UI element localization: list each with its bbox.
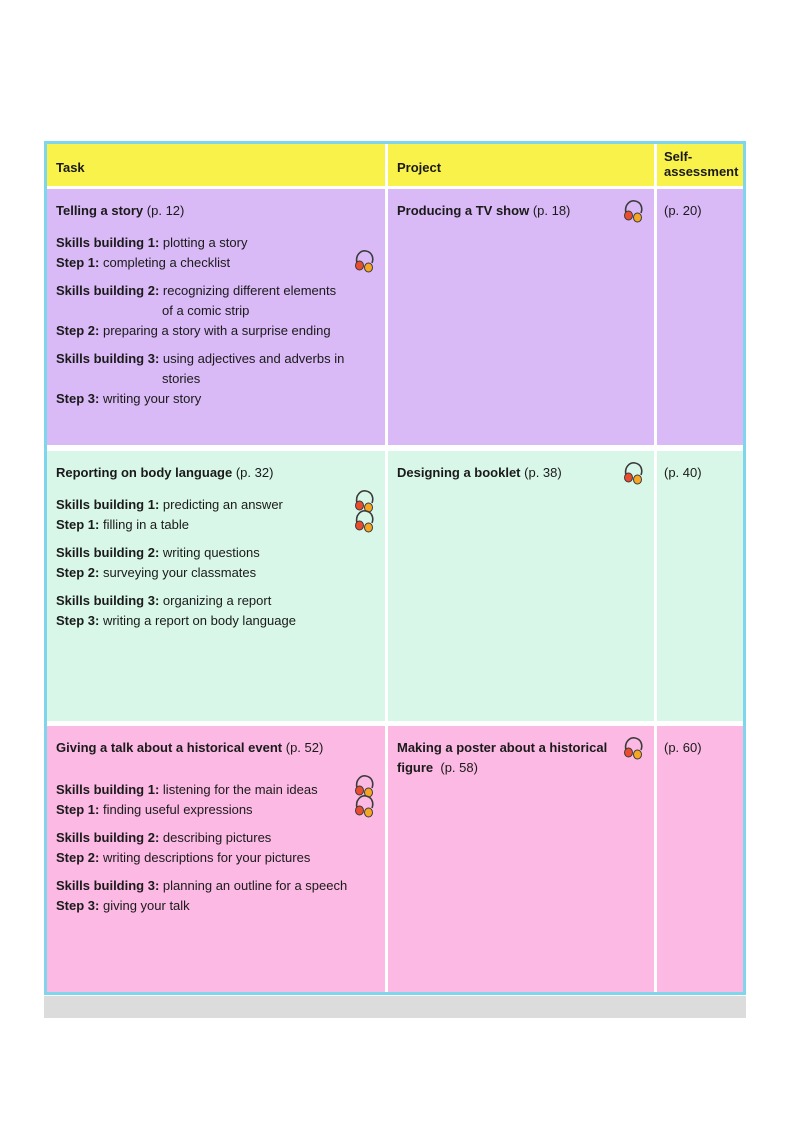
row-3-self [657, 726, 743, 992]
project-page: (p. 58) [440, 760, 478, 775]
item-text: completing a checklist [102, 255, 231, 270]
task-title: Giving a talk about a historical event [56, 740, 283, 755]
task-page: (p. 52) [285, 740, 324, 755]
row-2-self [657, 451, 743, 721]
item-label: Skills building 3: [56, 593, 160, 608]
row-3-task [47, 726, 385, 992]
item-label: Step 3: [56, 898, 100, 913]
header-project [388, 144, 654, 186]
item-text: plotting a story [162, 235, 248, 250]
project-title: Producing a TV show [397, 203, 530, 218]
item-label: Skills building 3: [56, 878, 160, 893]
task-title: Reporting on body language [56, 465, 233, 480]
project-title-cont: figure [397, 760, 434, 775]
row-1-self [657, 189, 743, 445]
headphones-icon [622, 736, 644, 760]
project-page: (p. 18) [532, 203, 571, 218]
item-continuation: of a comic strip [162, 303, 250, 318]
row-2-task [47, 451, 385, 721]
header-task [47, 144, 385, 186]
self-page: (p. 40) [664, 465, 702, 480]
project-title: Designing a booklet [397, 465, 521, 480]
item-label: Step 2: [56, 323, 100, 338]
task-page: (p. 12) [146, 203, 185, 218]
project-page: (p. 38) [524, 465, 562, 480]
header-project-label: Project [397, 160, 442, 175]
task-title: Telling a story [56, 203, 144, 218]
item-text: using adjectives and adverbs in [162, 351, 345, 366]
item-label: Step 1: [56, 255, 100, 270]
footer-bar [44, 996, 746, 1018]
item-text: filling in a table [102, 517, 189, 532]
item-continuation: stories [162, 371, 201, 386]
header-self-assessment [657, 144, 743, 186]
header-self-label: Self-assessment [664, 149, 739, 179]
item-label: Skills building 2: [56, 283, 160, 298]
item-text: writing descriptions for your pictures [102, 850, 311, 865]
item-label: Step 3: [56, 391, 100, 406]
item-label: Skills building 2: [56, 545, 160, 560]
headphones-icon [622, 199, 644, 223]
item-text: listening for the main ideas [162, 782, 318, 797]
header-task-label: Task [56, 160, 85, 175]
item-text: describing pictures [162, 830, 272, 845]
item-label: Step 3: [56, 613, 100, 628]
item-text: preparing a story with a surprise ending [102, 323, 331, 338]
item-text: giving your talk [102, 898, 190, 913]
item-label: Step 1: [56, 517, 100, 532]
item-label: Step 2: [56, 565, 100, 580]
headphones-icon [353, 509, 375, 533]
self-page: (p. 20) [664, 203, 702, 218]
item-text: writing your story [102, 391, 202, 406]
item-text: recognizing different elements [162, 283, 337, 298]
item-label: Skills building 3: [56, 351, 160, 366]
course-overview-table [44, 141, 746, 995]
self-page: (p. 60) [664, 740, 702, 755]
item-text: planning an outline for a speech [162, 878, 348, 893]
row-3-project [388, 726, 654, 992]
item-text: finding useful expressions [102, 802, 253, 817]
item-text: predicting an answer [162, 497, 283, 512]
item-label: Skills building 1: [56, 782, 160, 797]
item-text: surveying your classmates [102, 565, 257, 580]
item-text: writing a report on body language [102, 613, 296, 628]
row-2-project [388, 451, 654, 721]
headphones-icon [353, 794, 375, 818]
item-text: writing questions [162, 545, 260, 560]
project-title: Making a poster about a historical [397, 740, 608, 755]
item-label: Skills building 2: [56, 830, 160, 845]
task-page: (p. 32) [235, 465, 274, 480]
item-text: organizing a report [162, 593, 272, 608]
headphones-icon [622, 461, 644, 485]
headphones-icon [353, 249, 375, 273]
item-label: Skills building 1: [56, 235, 160, 250]
row-1-project [388, 189, 654, 445]
item-label: Skills building 1: [56, 497, 160, 512]
row-1-task [47, 189, 385, 445]
item-label: Step 1: [56, 802, 100, 817]
item-label: Step 2: [56, 850, 100, 865]
